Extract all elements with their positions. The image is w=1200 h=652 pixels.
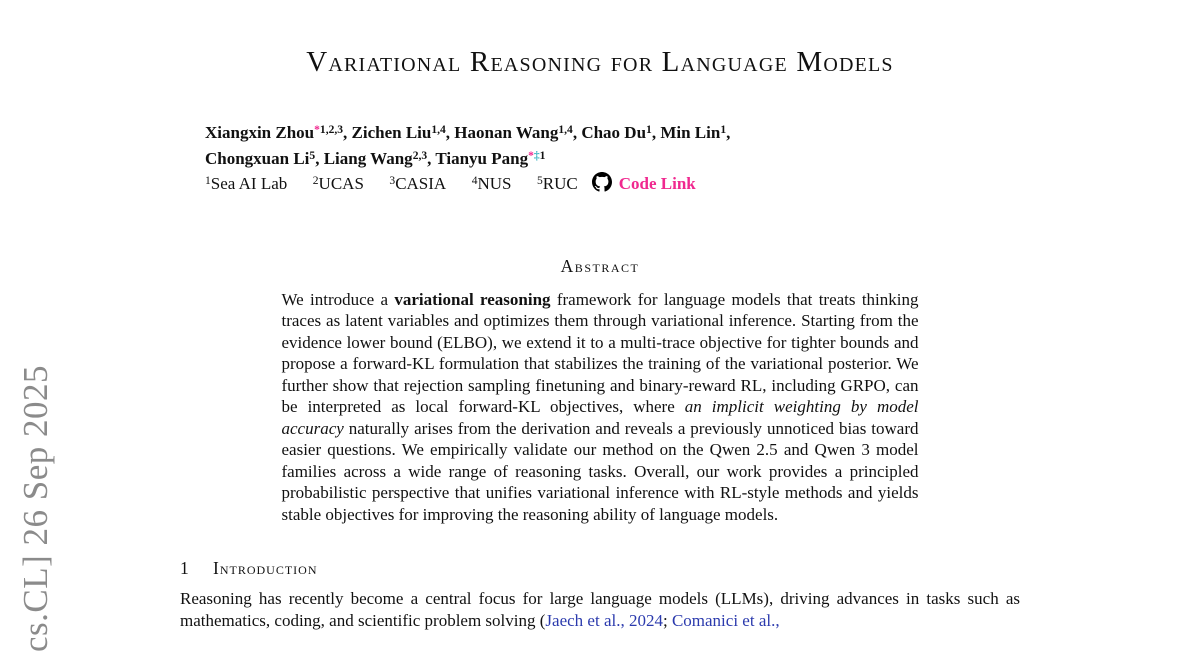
text-segment: 4: [471, 174, 478, 188]
text-segment: framework for language models that treats thinking traces as latent variables and optimizes them through variational inference. Starting from the evidence lower bound (ELBO), we extend it to a multi-trace objective for tighter bounds and propose a forward-KL formulation that stabilizes the training of the variational posterior. We further show that rejection sampling finetuning and binary-reward RL, including GRPO, can be interpreted as local forward-KL objectives, where: [281, 289, 919, 416]
section-heading-introduction: [180, 558, 1020, 579]
citation-link[interactable]: Jaech et al., 2024: [545, 611, 663, 630]
author-line-1: [205, 120, 1020, 146]
author-block: [205, 120, 1020, 200]
text-segment: Haonan Wang: [454, 123, 559, 142]
text-segment: ,: [572, 123, 582, 142]
text-segment: 1,2,3: [319, 123, 344, 137]
text-segment: Xiangxin Zhou: [205, 123, 315, 142]
text-segment: naturally arises from the derivation and reveals a previously unnoticed bias toward easier questions. We empirically validate our method on the Qwen 2.5 and Qwen 3 model families across a wide range of reasoning tasks. Overall, our work provides a principled probabilistic perspective that unifies variational inference with RL-style methods and yields stable objectives for improving the reasoning ability of language models.: [281, 418, 919, 524]
text-segment: ,: [445, 123, 455, 142]
abstract-text: [282, 289, 919, 526]
affiliations-line: [205, 171, 1020, 200]
section-number: 1: [180, 558, 190, 578]
abstract-heading: Abstract: [560, 255, 640, 276]
section-title: Introduction: [213, 558, 318, 578]
text-segment: ,: [726, 123, 731, 142]
text-segment: 3: [389, 174, 396, 188]
text-segment: *: [314, 123, 320, 137]
intro-paragraph: [180, 588, 1020, 632]
text-segment: Zichen Liu: [351, 123, 432, 142]
text-segment: We introduce a: [281, 289, 395, 309]
text-segment: ,: [315, 148, 324, 168]
text-segment: ,: [427, 148, 436, 168]
text-segment: 1: [720, 123, 727, 137]
text-segment: 5: [309, 148, 316, 162]
text-segment: Chongxuan Li: [205, 148, 310, 168]
text-segment: Tianyu Pang: [435, 148, 529, 168]
text-segment: ,: [343, 123, 352, 142]
text-segment: 1,4: [431, 123, 446, 137]
text-segment: Reasoning has recently become a central focus for large language models (LLMs), driving advances in tasks such as mathematics, coding, and scientific problem solving (: [180, 589, 1020, 630]
text-segment: ;: [662, 611, 672, 630]
affiliations-text: [205, 174, 578, 193]
text-segment: 1: [539, 148, 546, 162]
text-segment: RUC: [542, 174, 578, 193]
text-segment: 1: [205, 174, 211, 188]
github-icon[interactable]: [592, 172, 612, 200]
text-segment: 5: [537, 174, 543, 188]
text-segment: an implicit weighting by model accuracy: [281, 397, 919, 438]
text-segment: UCAS: [318, 174, 390, 193]
text-segment: Sea AI Lab: [210, 174, 313, 193]
text-segment: 2,3: [412, 148, 428, 162]
text-segment: ,: [651, 123, 661, 142]
code-link[interactable]: Code Link: [618, 174, 696, 193]
text-segment: variational reasoning: [394, 289, 551, 309]
text-segment: Liang Wang: [323, 148, 413, 168]
text-segment: ‡: [533, 148, 540, 162]
text-segment: CASIA: [395, 174, 472, 193]
citation-link[interactable]: Comanici et al.,: [671, 611, 780, 630]
text-segment: 2: [312, 174, 319, 188]
text-segment: NUS: [477, 174, 537, 193]
arxiv-watermark: cs.CL] 26 Sep 2025: [16, 364, 55, 652]
paper-title: Variational Reasoning for Language Models: [306, 46, 894, 78]
author-line-2: [205, 146, 1020, 172]
paper-content: [180, 0, 1020, 632]
text-segment: Chao Du: [581, 123, 647, 142]
text-segment: Min Lin: [660, 123, 721, 142]
text-segment: *: [528, 148, 534, 162]
text-segment: 1,4: [558, 123, 573, 137]
text-segment: 1: [646, 123, 652, 137]
